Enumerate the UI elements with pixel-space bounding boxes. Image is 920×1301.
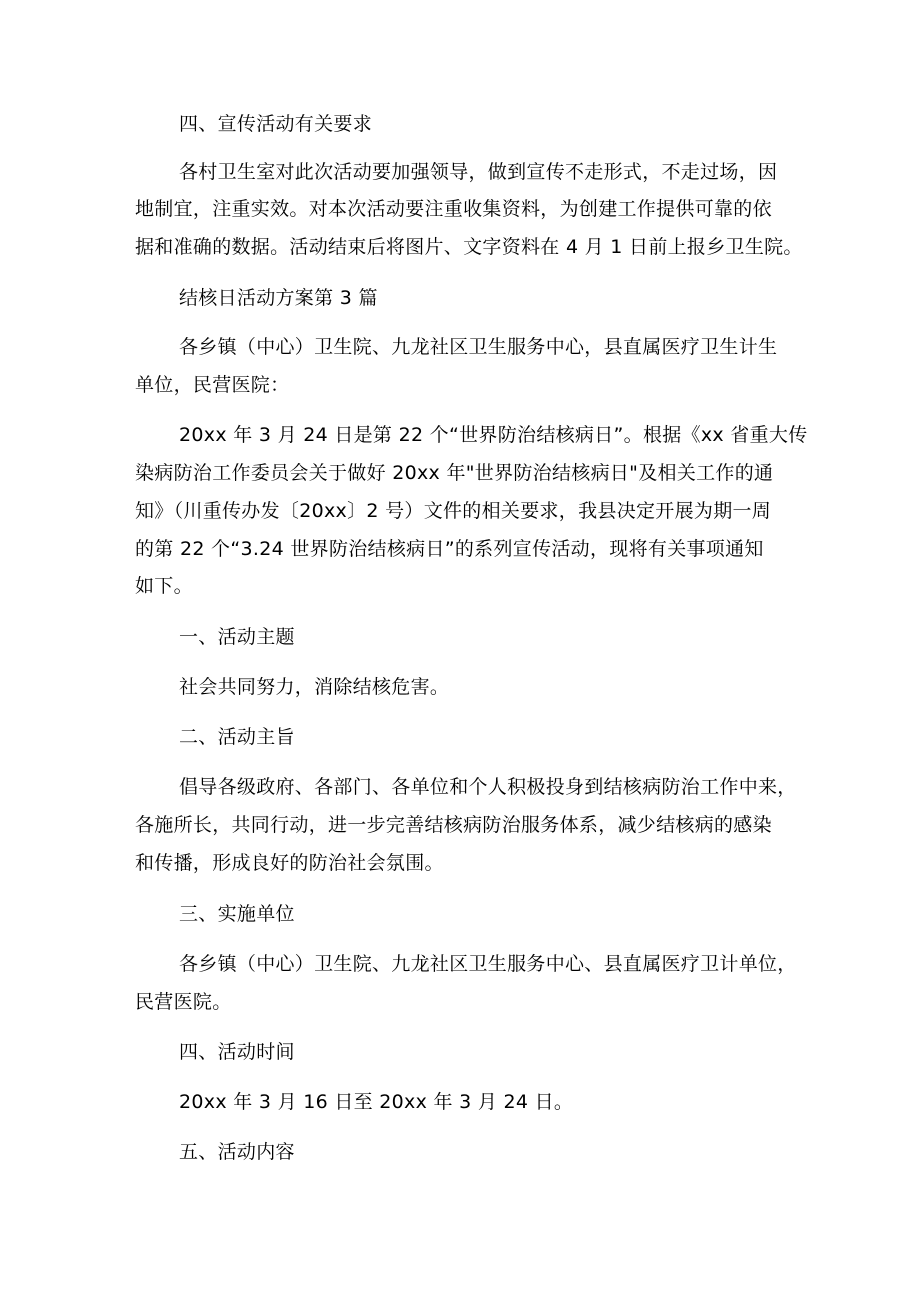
paragraph-line: 各乡镇（中心）卫生院、九龙社区卫生服务中心、县直属医疗卫计单位，: [179, 953, 797, 975]
paragraph-line: 染病防治工作委员会关于做好 20xx 年"世界防治结核病日"及相关工作的通: [135, 462, 774, 484]
paragraph-line: 地制宜，注重实效。对本次活动要注重收集资料，为创建工作提供可靠的依: [135, 198, 772, 220]
article-title: 结核日活动方案第 3 篇: [179, 287, 378, 309]
section-heading-publicity-requirements: 四、宣传活动有关要求: [179, 113, 373, 135]
paragraph-line: 知》（川重传办发〔20xx〕2 号）文件的相关要求，我县决定开展为期一周: [135, 500, 772, 522]
section-heading-activity-time: 四、活动时间: [179, 1041, 295, 1063]
paragraph-line: 如下。: [135, 575, 193, 597]
paragraph-line: 20xx 年 3 月 24 日是第 22 个“世界防治结核病日”。根据《xx 省重大传: [179, 424, 808, 446]
paragraph-line: 各村卫生室对此次活动要加强领导，做到宣传不走形式，不走过场，因: [179, 161, 778, 183]
paragraph-line: 倡导各级政府、各部门、各单位和个人积极投身到结核病防治工作中来，: [179, 776, 797, 798]
paragraph-line: 20xx 年 3 月 16 日至 20xx 年 3 月 24 日。: [179, 1091, 574, 1113]
paragraph-line: 的第 22 个“3.24 世界防治结核病日”的系列宣传活动，现将有关事项通知: [135, 538, 764, 560]
paragraph-line: 和传播，形成良好的防治社会氛围。: [135, 852, 444, 874]
paragraph-line: 各施所长，共同行动，进一步完善结核病防治服务体系，减少结核病的感染: [135, 814, 772, 836]
section-heading-implementing-units: 三、实施单位: [179, 903, 295, 925]
section-heading-purpose: 二、活动主旨: [179, 726, 295, 748]
paragraph-line: 社会共同努力，消除结核危害。: [179, 676, 450, 698]
paragraph-line: 民营医院。: [135, 991, 232, 1013]
section-heading-activity-content: 五、活动内容: [179, 1141, 295, 1163]
paragraph-line: 据和准确的数据。活动结束后将图片、文字资料在 4 月 1 日前上报乡卫生院。: [135, 236, 803, 258]
paragraph-line: 单位，民营医院：: [135, 374, 290, 396]
section-heading-theme: 一、活动主题: [179, 626, 295, 648]
paragraph-line: 各乡镇（中心）卫生院、九龙社区卫生服务中心，县直属医疗卫生计生: [179, 336, 778, 358]
